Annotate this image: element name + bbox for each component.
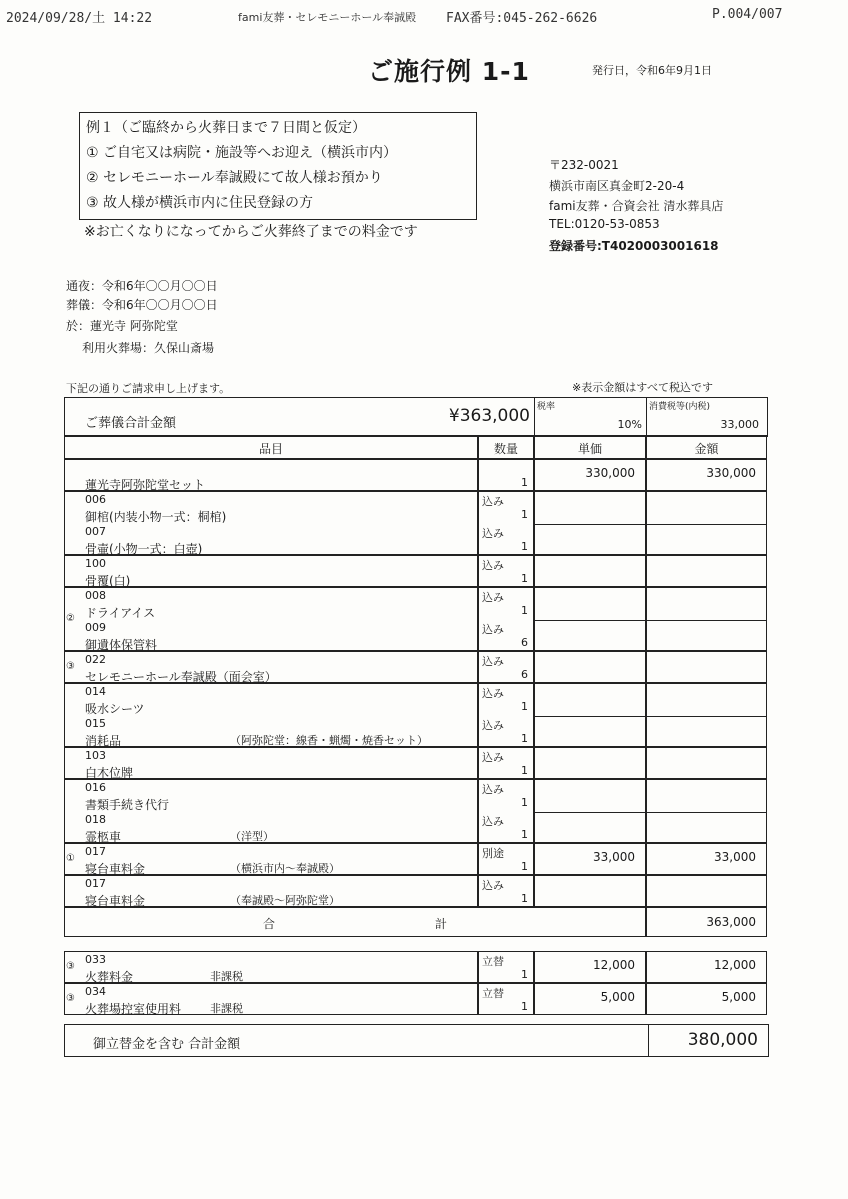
item-qty: 1 bbox=[521, 860, 528, 873]
item-code: 008 bbox=[85, 589, 106, 602]
row-mark: ② bbox=[66, 613, 75, 624]
item-code: 006 bbox=[85, 493, 106, 506]
table-row-unit-cell bbox=[534, 683, 646, 747]
item-code: 016 bbox=[85, 781, 106, 794]
issue-date: 発行日，令和6年9月1日 bbox=[592, 64, 712, 77]
table-row-qty-cell bbox=[478, 843, 534, 875]
table-row-amount-cell bbox=[646, 747, 767, 779]
item-included: 込み bbox=[482, 751, 504, 764]
header-qty: 数量 bbox=[493, 442, 518, 456]
table-row-amount-cell bbox=[646, 779, 767, 843]
table-row-amount-cell bbox=[646, 491, 767, 555]
item-included: 込み bbox=[482, 591, 504, 604]
item-included: 立替 bbox=[482, 987, 504, 1000]
table-row-item-cell bbox=[64, 843, 478, 875]
summary-box bbox=[64, 397, 535, 437]
extra-row-qty-cell bbox=[478, 983, 534, 1015]
item-included: 別途 bbox=[482, 847, 504, 860]
grand-total-amount-box bbox=[648, 1024, 769, 1057]
sender-postal: 〒232-0021 bbox=[549, 158, 619, 172]
tax-amount-label: 消費税等(内税) bbox=[649, 402, 711, 412]
extra-row-amount-cell bbox=[646, 951, 767, 983]
row-divider bbox=[647, 716, 766, 717]
subtotal-label-cell bbox=[64, 907, 646, 937]
item-qty: 1 bbox=[521, 508, 528, 521]
table-row-qty-cell bbox=[478, 875, 534, 907]
item-qty: 1 bbox=[521, 572, 528, 585]
table-row-item-cell bbox=[64, 587, 478, 651]
table-row-amount-cell bbox=[646, 683, 767, 747]
item-included: 立替 bbox=[482, 955, 504, 968]
item-name: セレモニーホール奉誠殿（面会室） bbox=[85, 670, 277, 684]
item-qty: 6 bbox=[521, 636, 528, 649]
item-qty: 1 bbox=[521, 968, 528, 981]
tax-amount-box bbox=[646, 397, 768, 437]
table-row-item-cell bbox=[64, 459, 478, 491]
row-divider bbox=[535, 716, 645, 717]
fax-datetime: 2024/09/28/土 14:22 bbox=[6, 11, 153, 26]
item-included: 込み bbox=[482, 623, 504, 636]
item-code: 034 bbox=[85, 985, 106, 998]
table-row-unit-cell bbox=[534, 875, 646, 907]
item-qty: 1 bbox=[521, 1000, 528, 1013]
item-name: 霊柩車 bbox=[85, 830, 122, 844]
box-note: ※お亡くなりになってからご火葬終了までの料金です bbox=[84, 224, 418, 240]
item-included: 込み bbox=[482, 495, 504, 508]
item-name: 蓮光寺阿弥陀堂セット bbox=[85, 478, 206, 492]
header-item: 品目 bbox=[258, 442, 283, 456]
table-row-unit-cell bbox=[534, 747, 646, 779]
sender-registration: 登録番号:T4020003001618 bbox=[549, 239, 719, 253]
extra-row-item-cell bbox=[64, 983, 478, 1015]
row-divider bbox=[535, 620, 645, 621]
unit-price: 33,000 bbox=[593, 850, 635, 864]
header-item-cell bbox=[64, 435, 478, 459]
table-row-amount-cell bbox=[646, 587, 767, 651]
item-code: 103 bbox=[85, 749, 106, 762]
tax-rate-box bbox=[534, 397, 647, 437]
table-row-unit-cell bbox=[534, 651, 646, 683]
item-included: 込み bbox=[482, 527, 504, 540]
example-line: ① ご自宅又は病院・施設等へお迎え（横浜市内） bbox=[86, 145, 397, 161]
table-row-item-cell bbox=[64, 651, 478, 683]
item-qty: 1 bbox=[521, 828, 528, 841]
funeral-date: 葬儀：令和6年〇〇月〇〇日 bbox=[66, 298, 218, 312]
item-name: 寝台車料金 bbox=[85, 894, 146, 908]
item-included: 込み bbox=[482, 783, 504, 796]
line-amount: 12,000 bbox=[714, 958, 756, 972]
extra-row-amount-cell bbox=[646, 983, 767, 1015]
crematorium: 利用火葬場：久保山斎場 bbox=[82, 341, 215, 355]
item-name: 消耗品 bbox=[85, 734, 122, 748]
table-row-qty-cell bbox=[478, 747, 534, 779]
subtotal-amount: 363,000 bbox=[706, 915, 756, 929]
extra-row-unit-cell bbox=[534, 983, 646, 1015]
subtotal-label-left: 合 bbox=[263, 917, 276, 931]
line-amount: 33,000 bbox=[714, 850, 756, 864]
table-row-item-cell bbox=[64, 779, 478, 843]
item-name: 火葬場控室使用料 bbox=[85, 1002, 182, 1016]
row-divider bbox=[535, 524, 645, 525]
example-line: ② セレモニーホール奉誠殿にて故人様お預かり bbox=[86, 170, 383, 186]
tax-rate-label: 税率 bbox=[537, 402, 556, 412]
item-included: 込み bbox=[482, 879, 504, 892]
item-name: 寝台車料金 bbox=[85, 862, 146, 876]
item-included: 込み bbox=[482, 719, 504, 732]
item-note: （奉誠殿～阿弥陀堂） bbox=[230, 894, 340, 907]
line-amount: 5,000 bbox=[721, 990, 756, 1004]
row-mark: ③ bbox=[66, 993, 75, 1004]
extra-row-qty-cell bbox=[478, 951, 534, 983]
table-row-unit-cell bbox=[534, 555, 646, 587]
item-name: 白木位牌 bbox=[85, 766, 134, 780]
item-included: 込み bbox=[482, 559, 504, 572]
item-code: 033 bbox=[85, 953, 106, 966]
table-row-unit-cell bbox=[534, 491, 646, 555]
summary-label: ご葬儀合計金額 bbox=[85, 416, 177, 431]
item-included: 込み bbox=[482, 687, 504, 700]
page-title: ご施行例 1-1 bbox=[368, 57, 530, 86]
tax-note: ※表示金額はすべて税込です bbox=[572, 381, 713, 394]
item-qty: 1 bbox=[521, 796, 528, 809]
header-amount-cell bbox=[646, 435, 767, 459]
table-row-item-cell bbox=[64, 747, 478, 779]
table-row-item-cell bbox=[64, 875, 478, 907]
table-row-amount-cell bbox=[646, 843, 767, 875]
item-qty: 1 bbox=[521, 700, 528, 713]
table-row-qty-cell bbox=[478, 587, 534, 651]
header-unit-cell bbox=[534, 435, 646, 459]
table-row-unit-cell bbox=[534, 779, 646, 843]
extra-row-item-cell bbox=[64, 951, 478, 983]
unit-price: 12,000 bbox=[593, 958, 635, 972]
row-divider bbox=[647, 524, 766, 525]
venue: 於：蓮光寺 阿弥陀堂 bbox=[66, 319, 178, 333]
item-qty: 1 bbox=[521, 732, 528, 745]
item-note: 非課税 bbox=[210, 970, 243, 983]
item-code: 017 bbox=[85, 877, 106, 890]
item-included: 込み bbox=[482, 655, 504, 668]
item-included: 込み bbox=[482, 815, 504, 828]
table-row-qty-cell bbox=[478, 683, 534, 747]
table-row-unit-cell bbox=[534, 843, 646, 875]
item-qty: 1 bbox=[521, 540, 528, 553]
row-mark: ③ bbox=[66, 661, 75, 672]
header-amount: 金額 bbox=[694, 442, 719, 456]
table-row-amount-cell bbox=[646, 651, 767, 683]
item-note: （横浜市内～奉誠殿） bbox=[230, 862, 340, 875]
unit-price: 330,000 bbox=[585, 466, 635, 480]
example-line: 例１（ご臨終から火葬日まで７日間と仮定） bbox=[86, 120, 366, 136]
row-divider bbox=[647, 812, 766, 813]
row-divider bbox=[647, 620, 766, 621]
example-line: ③ 故人様が横浜市内に住民登録の方 bbox=[86, 195, 314, 211]
item-note: 非課税 bbox=[210, 1002, 243, 1015]
table-row-qty-cell bbox=[478, 459, 534, 491]
line-amount: 330,000 bbox=[706, 466, 756, 480]
item-note: （阿弥陀堂：線香・蝋燭・焼香セット） bbox=[230, 734, 428, 747]
header-qty-cell bbox=[478, 435, 534, 459]
tax-rate: 10% bbox=[617, 418, 642, 431]
item-name: 書類手続き代行 bbox=[85, 798, 170, 812]
unit-price: 5,000 bbox=[600, 990, 635, 1004]
row-divider bbox=[535, 812, 645, 813]
table-row-amount-cell bbox=[646, 459, 767, 491]
sender-block bbox=[549, 156, 809, 256]
item-name: 骨壷(小物一式：白壺) bbox=[85, 542, 203, 556]
item-code: 022 bbox=[85, 653, 106, 666]
item-code: 014 bbox=[85, 685, 106, 698]
item-name: 御棺(内装小物一式：桐棺) bbox=[85, 510, 227, 524]
table-row-amount-cell bbox=[646, 875, 767, 907]
item-code: 018 bbox=[85, 813, 106, 826]
table-row-qty-cell bbox=[478, 555, 534, 587]
sender-tel: TEL:0120-53-0853 bbox=[549, 217, 660, 231]
fax-page: P.004/007 bbox=[712, 7, 783, 22]
subtotal-amount-cell bbox=[646, 907, 767, 937]
extra-row-unit-cell bbox=[534, 951, 646, 983]
grand-total-label: 御立替金を含む 合計金額 bbox=[93, 1037, 241, 1052]
item-code: 009 bbox=[85, 621, 106, 634]
grand-total-amount: 380,000 bbox=[687, 1030, 758, 1050]
table-row-qty-cell bbox=[478, 779, 534, 843]
table-row-item-cell bbox=[64, 491, 478, 555]
billing-note: 下記の通りご請求申し上げます。 bbox=[66, 382, 231, 395]
table-row-item-cell bbox=[64, 683, 478, 747]
item-note: （洋型） bbox=[230, 830, 274, 843]
tax-amount: 33,000 bbox=[720, 418, 759, 431]
header-unit: 単価 bbox=[577, 442, 602, 456]
table-row-amount-cell bbox=[646, 555, 767, 587]
item-code: 100 bbox=[85, 557, 106, 570]
sender-address: 横浜市南区真金町2-20-4 bbox=[549, 179, 685, 193]
sender-company: fami友葬・合資会社 清水葬具店 bbox=[549, 199, 724, 213]
item-code: 015 bbox=[85, 717, 106, 730]
item-name: 御遺体保管料 bbox=[85, 638, 158, 652]
table-row-item-cell bbox=[64, 555, 478, 587]
item-qty: 1 bbox=[521, 892, 528, 905]
item-qty: 1 bbox=[521, 604, 528, 617]
item-name: 吸水シーツ bbox=[85, 702, 145, 716]
table-row-qty-cell bbox=[478, 651, 534, 683]
table-row-unit-cell bbox=[534, 587, 646, 651]
fax-sender: fami友葬・セレモニーホール奉誠殿 bbox=[238, 11, 417, 24]
wake-date: 通夜：令和6年〇〇月〇〇日 bbox=[66, 279, 218, 293]
table-row-unit-cell bbox=[534, 459, 646, 491]
item-name: 骨覆(白) bbox=[85, 574, 131, 588]
table-row-qty-cell bbox=[478, 491, 534, 555]
item-qty: 1 bbox=[521, 764, 528, 777]
item-name: 火葬料金 bbox=[85, 970, 134, 984]
summary-amount: ¥363,000 bbox=[448, 406, 530, 426]
item-code: 007 bbox=[85, 525, 106, 538]
item-qty: 1 bbox=[521, 476, 528, 489]
row-mark: ① bbox=[66, 853, 75, 864]
item-code: 017 bbox=[85, 845, 106, 858]
grand-total-label-box bbox=[64, 1024, 649, 1057]
example-box bbox=[79, 112, 477, 220]
item-qty: 6 bbox=[521, 668, 528, 681]
subtotal-label-right: 計 bbox=[435, 917, 448, 931]
row-mark: ③ bbox=[66, 961, 75, 972]
fax-number: FAX番号:045-262-6626 bbox=[446, 11, 598, 26]
item-name: ドライアイス bbox=[85, 606, 156, 620]
